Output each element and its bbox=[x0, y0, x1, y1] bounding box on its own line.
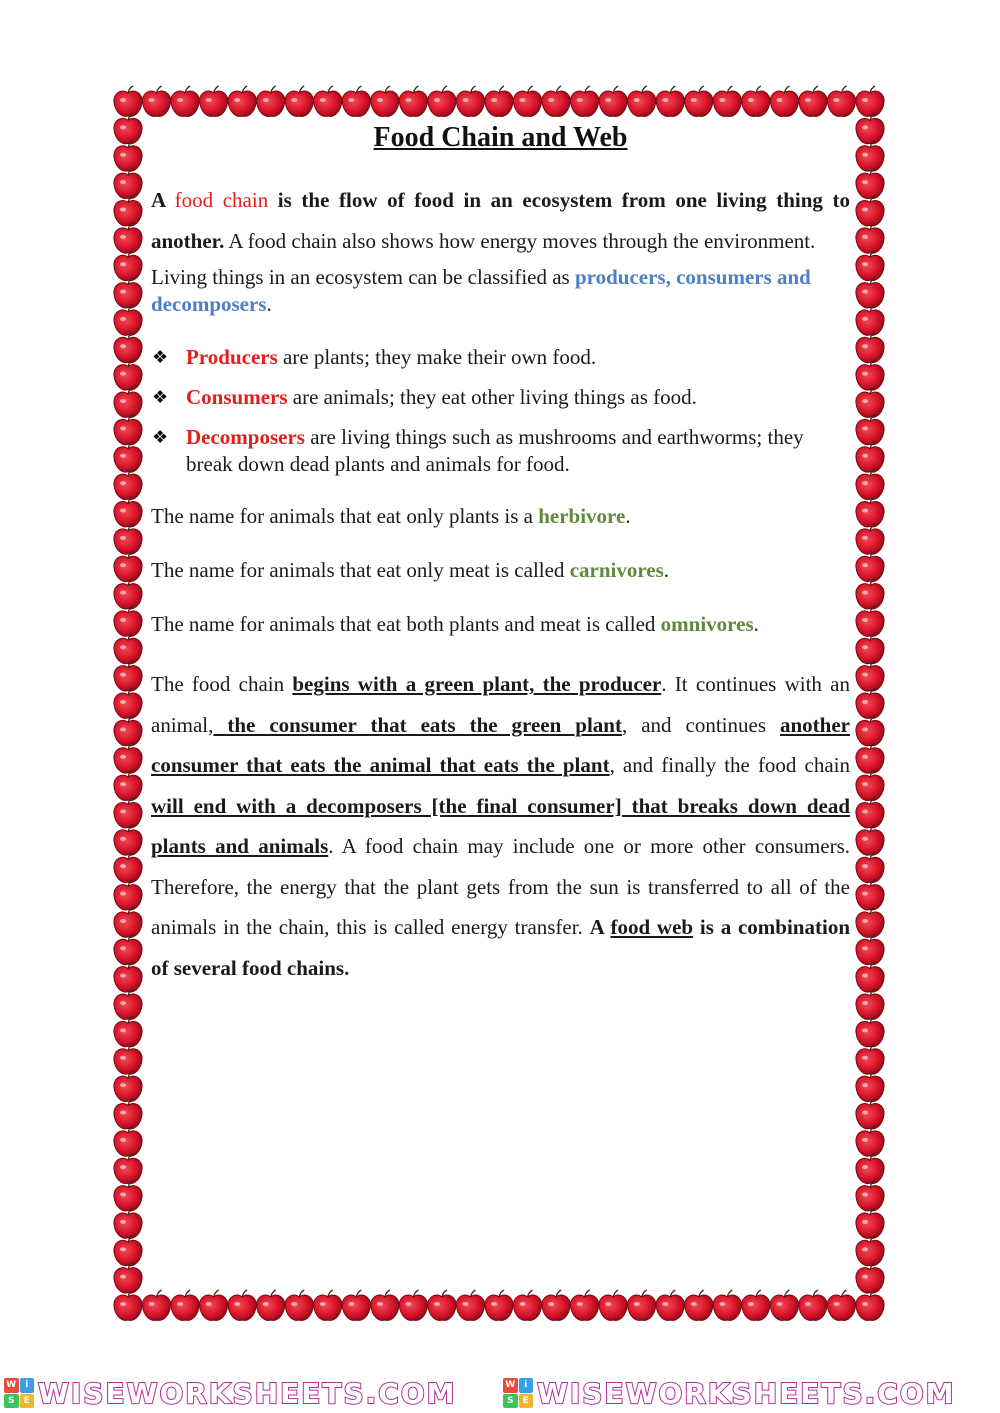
apple-icon bbox=[114, 989, 142, 1019]
carnivore-line bbox=[151, 557, 850, 584]
herbivore-text: The name for animals that eat only plants is a bbox=[151, 504, 539, 528]
apple-icon bbox=[856, 852, 884, 882]
apple-icon bbox=[456, 1290, 484, 1320]
apple-icon bbox=[142, 86, 170, 116]
chain-s4: , and finally the food chain bbox=[609, 753, 850, 777]
apple-icon bbox=[114, 1208, 142, 1238]
food-web-definition: is a combination of several food chains. bbox=[151, 915, 850, 980]
apple-icon bbox=[342, 1290, 370, 1320]
apple-icon bbox=[114, 962, 142, 992]
apple-icon bbox=[856, 1126, 884, 1156]
chain-s3: , and continues bbox=[621, 712, 780, 737]
logo-mark-letter: i bbox=[20, 1378, 35, 1393]
logo-text: WISEWORKSHEETS.COM bbox=[537, 1376, 956, 1410]
apple-icon bbox=[856, 715, 884, 745]
apple-icon bbox=[371, 1290, 399, 1320]
apple-icon bbox=[656, 1290, 684, 1320]
apple-icon bbox=[114, 496, 142, 526]
apple-icon bbox=[114, 414, 142, 444]
food-chain-term: food chain bbox=[174, 188, 269, 212]
chain-decomposer-phrase: will end with a decomposers [the final consumer] that breaks down dead plants and animals bbox=[151, 793, 850, 858]
apple-icon bbox=[656, 86, 684, 116]
apple-icon bbox=[856, 223, 884, 253]
apple-column-right bbox=[856, 113, 884, 1293]
apple-icon bbox=[114, 1126, 142, 1156]
apple-icon bbox=[485, 86, 513, 116]
apple-icon bbox=[856, 1016, 884, 1046]
logo-mark-letter: i bbox=[519, 1378, 534, 1393]
apple-icon bbox=[856, 113, 884, 143]
omnivore-term: omnivores bbox=[660, 612, 754, 636]
list-item bbox=[151, 384, 850, 411]
apple-icon bbox=[114, 907, 142, 937]
apple-icon bbox=[856, 195, 884, 225]
logo-mark-letter: W bbox=[503, 1378, 518, 1393]
list-item bbox=[151, 344, 850, 371]
apple-icon bbox=[114, 141, 142, 171]
apple-icon bbox=[114, 1263, 142, 1293]
omnivore-end: . bbox=[753, 612, 759, 636]
chain-consumer-phrase: the consumer that eats the green plant bbox=[213, 712, 622, 737]
apple-icon bbox=[856, 141, 884, 171]
apple-icon bbox=[856, 250, 884, 280]
apple-icon bbox=[856, 962, 884, 992]
omnivore-line bbox=[151, 611, 850, 638]
apple-icon bbox=[314, 86, 342, 116]
apple-icon bbox=[200, 1290, 228, 1320]
apple-icon bbox=[114, 332, 142, 362]
food-web-term: food web bbox=[610, 915, 694, 939]
logo-mark-letter: E bbox=[519, 1394, 534, 1409]
apple-icon bbox=[856, 633, 884, 663]
apple-icon bbox=[856, 1098, 884, 1128]
herbivore-line bbox=[151, 503, 850, 530]
apple-icon bbox=[200, 86, 228, 116]
intro-paragraph bbox=[151, 180, 850, 261]
apple-icon bbox=[685, 86, 713, 116]
apple-icon bbox=[628, 86, 656, 116]
chain-s1: The food chain bbox=[151, 672, 293, 696]
apple-icon bbox=[114, 387, 142, 417]
decomposers-term: Decomposers bbox=[186, 425, 305, 449]
footer-watermark bbox=[0, 1370, 1000, 1413]
consumers-text: are animals; they eat other living things as food. bbox=[287, 385, 697, 409]
apple-icon bbox=[371, 86, 399, 116]
apple-icon bbox=[856, 86, 884, 116]
apple-icon bbox=[856, 469, 884, 499]
apple-icon bbox=[114, 223, 142, 253]
decomposers-text: are living things such as mushrooms and earthworms; they break down dead plants and animals for food. bbox=[186, 425, 804, 476]
apple-icon bbox=[856, 414, 884, 444]
logo-mark-letter: S bbox=[4, 1394, 19, 1409]
apple-icon bbox=[856, 880, 884, 910]
apple-icon bbox=[314, 1290, 342, 1320]
apple-icon bbox=[257, 86, 285, 116]
apple-icon bbox=[856, 661, 884, 691]
apple-icon bbox=[628, 1290, 656, 1320]
apple-icon bbox=[827, 1290, 855, 1320]
apple-icon bbox=[171, 86, 199, 116]
food-web-a: A bbox=[589, 915, 611, 939]
apple-icon bbox=[856, 1044, 884, 1074]
apple-icon bbox=[114, 579, 142, 609]
apple-icon bbox=[513, 86, 541, 116]
apple-icon bbox=[428, 86, 456, 116]
apple-icon bbox=[114, 278, 142, 308]
chain-begin-phrase: begins with a green plant, the producer bbox=[292, 672, 662, 696]
apple-icon bbox=[742, 86, 770, 116]
logo-mark-letter: W bbox=[4, 1378, 19, 1393]
diamond-bullet-icon: ❖ bbox=[152, 427, 169, 447]
apple-icon bbox=[114, 1098, 142, 1128]
apple-column-left bbox=[114, 113, 142, 1293]
apple-icon bbox=[114, 442, 142, 472]
classify-end: . bbox=[266, 292, 272, 316]
apple-row-bottom bbox=[114, 1290, 884, 1320]
apple-icon bbox=[399, 86, 427, 116]
apple-icon bbox=[713, 86, 741, 116]
apple-icon bbox=[114, 743, 142, 773]
apple-icon bbox=[114, 797, 142, 827]
apple-icon bbox=[114, 250, 142, 280]
apple-icon bbox=[114, 524, 142, 554]
producers-term: Producers bbox=[186, 345, 278, 369]
logo-mark-icon bbox=[4, 1378, 34, 1408]
apple-icon bbox=[114, 1153, 142, 1183]
apple-icon bbox=[599, 1290, 627, 1320]
apple-icon bbox=[542, 1290, 570, 1320]
apple-icon bbox=[856, 579, 884, 609]
apple-icon bbox=[856, 551, 884, 581]
list-item bbox=[151, 424, 850, 478]
apple-icon bbox=[114, 86, 142, 116]
apple-icon bbox=[114, 469, 142, 499]
apple-icon bbox=[114, 195, 142, 225]
apple-icon bbox=[228, 86, 256, 116]
logo-text: WISEWORKSHEETS.COM bbox=[38, 1376, 457, 1410]
classify-text: Living things in an ecosystem can be classified as bbox=[151, 265, 575, 289]
apple-icon bbox=[114, 934, 142, 964]
carnivore-end: . bbox=[663, 558, 670, 582]
apple-icon bbox=[114, 880, 142, 910]
organism-list bbox=[151, 344, 850, 478]
apple-icon bbox=[856, 278, 884, 308]
apple-icon bbox=[856, 1263, 884, 1293]
apple-icon bbox=[770, 86, 798, 116]
apple-icon bbox=[856, 989, 884, 1019]
apple-icon bbox=[114, 606, 142, 636]
apple-icon bbox=[599, 86, 627, 116]
apple-icon bbox=[114, 1290, 142, 1320]
apple-icon bbox=[114, 305, 142, 335]
apple-icon bbox=[856, 387, 884, 417]
apple-icon bbox=[171, 1290, 199, 1320]
apple-icon bbox=[399, 1290, 427, 1320]
apple-icon bbox=[485, 1290, 513, 1320]
apple-icon bbox=[114, 715, 142, 745]
apple-icon bbox=[456, 86, 484, 116]
apple-icon bbox=[713, 1290, 741, 1320]
diamond-bullet-icon: ❖ bbox=[152, 347, 169, 367]
apple-icon bbox=[257, 1290, 285, 1320]
diamond-bullet-icon: ❖ bbox=[152, 387, 169, 407]
apple-icon bbox=[856, 934, 884, 964]
apple-icon bbox=[428, 1290, 456, 1320]
apple-icon bbox=[513, 1290, 541, 1320]
apple-icon bbox=[114, 1071, 142, 1101]
apple-icon bbox=[114, 1044, 142, 1074]
apple-icon bbox=[114, 633, 142, 663]
apple-icon bbox=[114, 1181, 142, 1211]
apple-icon bbox=[856, 606, 884, 636]
apple-icon bbox=[142, 1290, 170, 1320]
intro-rest: A food chain also shows how energy moves through the environment. bbox=[224, 228, 816, 253]
apple-icon bbox=[770, 1290, 798, 1320]
apple-icon bbox=[114, 688, 142, 718]
apple-icon bbox=[856, 688, 884, 718]
apple-icon bbox=[571, 86, 599, 116]
apple-icon bbox=[799, 86, 827, 116]
apple-icon bbox=[799, 1290, 827, 1320]
chain-second-consumer-phrase: another consumer that eats the animal that eats the plant bbox=[151, 712, 850, 777]
apple-icon bbox=[856, 770, 884, 800]
apple-icon bbox=[856, 1181, 884, 1211]
apple-icon bbox=[856, 305, 884, 335]
page-title: Food Chain and Web bbox=[373, 122, 628, 153]
classify-paragraph bbox=[151, 264, 850, 318]
food-chain-definition: is the flow of food in an ecosystem from one living thing to another. bbox=[151, 188, 850, 253]
worksheet-content bbox=[151, 118, 850, 988]
logo-mark-icon bbox=[503, 1378, 533, 1408]
apple-icon bbox=[856, 1153, 884, 1183]
apple-icon bbox=[856, 797, 884, 827]
logo-mark-letter: E bbox=[20, 1394, 35, 1409]
apple-icon bbox=[856, 168, 884, 198]
apple-icon bbox=[856, 1290, 884, 1320]
apple-icon bbox=[856, 360, 884, 390]
apple-icon bbox=[571, 1290, 599, 1320]
producers-text: are plants; they make their own food. bbox=[277, 345, 597, 369]
apple-icon bbox=[114, 1235, 142, 1265]
apple-icon bbox=[856, 496, 884, 526]
consumers-term: Consumers bbox=[186, 385, 288, 409]
apple-icon bbox=[285, 1290, 313, 1320]
apple-icon bbox=[742, 1290, 770, 1320]
apple-row-top bbox=[114, 86, 884, 116]
apple-icon bbox=[856, 442, 884, 472]
apple-icon bbox=[228, 1290, 256, 1320]
apple-icon bbox=[285, 86, 313, 116]
apple-icon bbox=[114, 1016, 142, 1046]
apple-icon bbox=[856, 1071, 884, 1101]
carnivore-term: carnivores bbox=[569, 558, 664, 582]
apple-icon bbox=[114, 360, 142, 390]
apple-icon bbox=[114, 770, 142, 800]
apple-icon bbox=[856, 743, 884, 773]
footer-logo bbox=[503, 1376, 956, 1410]
apple-icon bbox=[856, 1208, 884, 1238]
logo-mark-letter: S bbox=[503, 1394, 518, 1409]
apple-icon bbox=[685, 1290, 713, 1320]
apple-icon bbox=[342, 86, 370, 116]
apple-icon bbox=[856, 907, 884, 937]
apple-icon bbox=[827, 86, 855, 116]
apple-icon bbox=[856, 332, 884, 362]
apple-icon bbox=[114, 825, 142, 855]
apple-icon bbox=[856, 1235, 884, 1265]
chain-s5: . A food chain may include one or more other consumers. Therefore, the energy that the plant gets from the sun is transferred to all of the animals in the chain, this is called energy transfer. bbox=[151, 834, 850, 939]
apple-icon bbox=[114, 661, 142, 691]
apple-icon bbox=[114, 852, 142, 882]
chain-s2: . It continues with an animal, bbox=[151, 672, 850, 737]
omnivore-text: The name for animals that eat both plants and meat is called bbox=[151, 612, 661, 636]
intro-a: A bbox=[151, 188, 175, 212]
classify-terms: producers, consumers and decomposers bbox=[151, 265, 811, 316]
apple-icon bbox=[856, 825, 884, 855]
apple-icon bbox=[856, 524, 884, 554]
apple-icon bbox=[114, 113, 142, 143]
apple-icon bbox=[114, 551, 142, 581]
herbivore-end: . bbox=[625, 504, 631, 528]
apple-icon bbox=[542, 86, 570, 116]
carnivore-text: The name for animals that eat only meat is called bbox=[151, 558, 570, 582]
herbivore-term: herbivore bbox=[538, 504, 626, 528]
footer-logo bbox=[4, 1376, 457, 1410]
apple-icon bbox=[114, 168, 142, 198]
food-chain-paragraph bbox=[151, 664, 850, 988]
